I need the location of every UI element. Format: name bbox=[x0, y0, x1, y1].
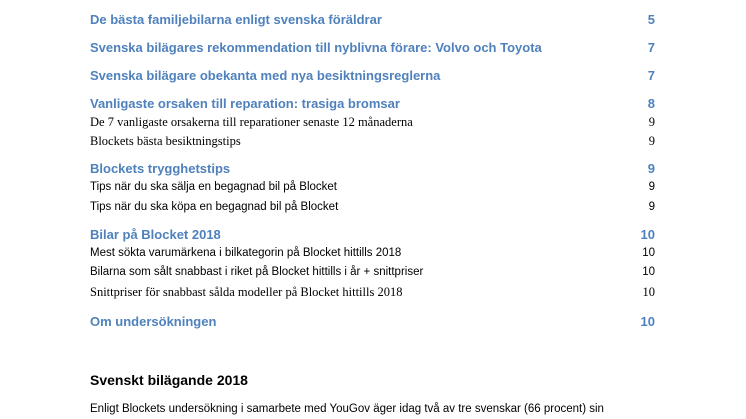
toc-entry-page: 7 bbox=[647, 68, 655, 83]
toc-subentry[interactable] bbox=[90, 266, 655, 278]
toc-entry-page: 10 bbox=[642, 247, 655, 259]
toc-entry-title: Svenska bilägares rekommendation till nyblivna förare: Volvo och Toyota bbox=[90, 40, 542, 55]
toc-subentry[interactable] bbox=[90, 134, 655, 149]
toc-entry[interactable] bbox=[90, 40, 655, 55]
toc-entry-title: Snittpriser för snabbast sålda modeller på Blocket hittills 2018 bbox=[90, 285, 403, 299]
toc-entry-page: 10 bbox=[640, 227, 655, 242]
toc-entry[interactable] bbox=[90, 68, 655, 83]
toc-entry-title: Bilar på Blocket 2018 bbox=[90, 227, 221, 242]
section-heading: Svenskt bilägande 2018 bbox=[90, 372, 248, 388]
toc-entry-title: Blockets bästa besiktningstips bbox=[90, 134, 241, 148]
toc-entry-title: Om undersökningen bbox=[90, 314, 217, 329]
toc-entry[interactable] bbox=[90, 161, 655, 176]
toc-entry[interactable] bbox=[90, 227, 655, 242]
toc-entry-page: 9 bbox=[648, 181, 655, 193]
toc-entry-title: Tips när du ska sälja en begagnad bil på Blocket bbox=[90, 181, 337, 193]
toc-entry-page: 8 bbox=[647, 96, 655, 111]
toc-entry-page: 10 bbox=[642, 285, 655, 299]
toc-subentry[interactable] bbox=[90, 201, 655, 213]
toc-entry-title: De bästa familjebilarna enligt svenska föräldrar bbox=[90, 12, 382, 27]
toc-subentry[interactable] bbox=[90, 285, 655, 300]
toc-subentry[interactable] bbox=[90, 181, 655, 193]
toc-entry-page: 10 bbox=[642, 266, 655, 278]
toc-entry[interactable] bbox=[90, 12, 655, 27]
toc-entry-page: 10 bbox=[640, 314, 655, 329]
toc-entry-page: 5 bbox=[647, 12, 655, 27]
toc-entry-page: 9 bbox=[648, 201, 655, 213]
toc-entry-title: Blockets trygghetstips bbox=[90, 161, 231, 176]
toc-subentry[interactable] bbox=[90, 247, 655, 259]
toc-entry-title: De 7 vanligaste orsakerna till reparationer senaste 12 månaderna bbox=[90, 115, 413, 129]
toc-entry[interactable] bbox=[90, 314, 655, 329]
toc-entry-title: Tips när du ska köpa en begagnad bil på Blocket bbox=[90, 201, 339, 213]
toc-entry-page: 9 bbox=[647, 161, 655, 176]
toc-entry-title: Vanligaste orsaken till reparation: trasiga bromsar bbox=[90, 96, 400, 111]
toc-entry-page: 9 bbox=[648, 115, 655, 129]
toc-entry-page: 9 bbox=[648, 134, 655, 148]
toc-entry[interactable] bbox=[90, 96, 655, 111]
toc-entry-title: Svenska bilägare obekanta med nya besiktningsreglerna bbox=[90, 68, 441, 83]
toc-entry-title: Mest sökta varumärkena i bilkategorin på Blocket hittills 2018 bbox=[90, 247, 402, 259]
body-paragraph: Enligt Blockets undersökning i samarbete med YouGov äger idag två av tre svenskar (66 procent) sin bbox=[90, 403, 604, 415]
toc-entry-title: Bilarna som sålt snabbast i riket på Blocket hittills i år + snittpriser bbox=[90, 266, 424, 278]
toc-subentry[interactable] bbox=[90, 115, 655, 130]
toc-entry-page: 7 bbox=[647, 40, 655, 55]
